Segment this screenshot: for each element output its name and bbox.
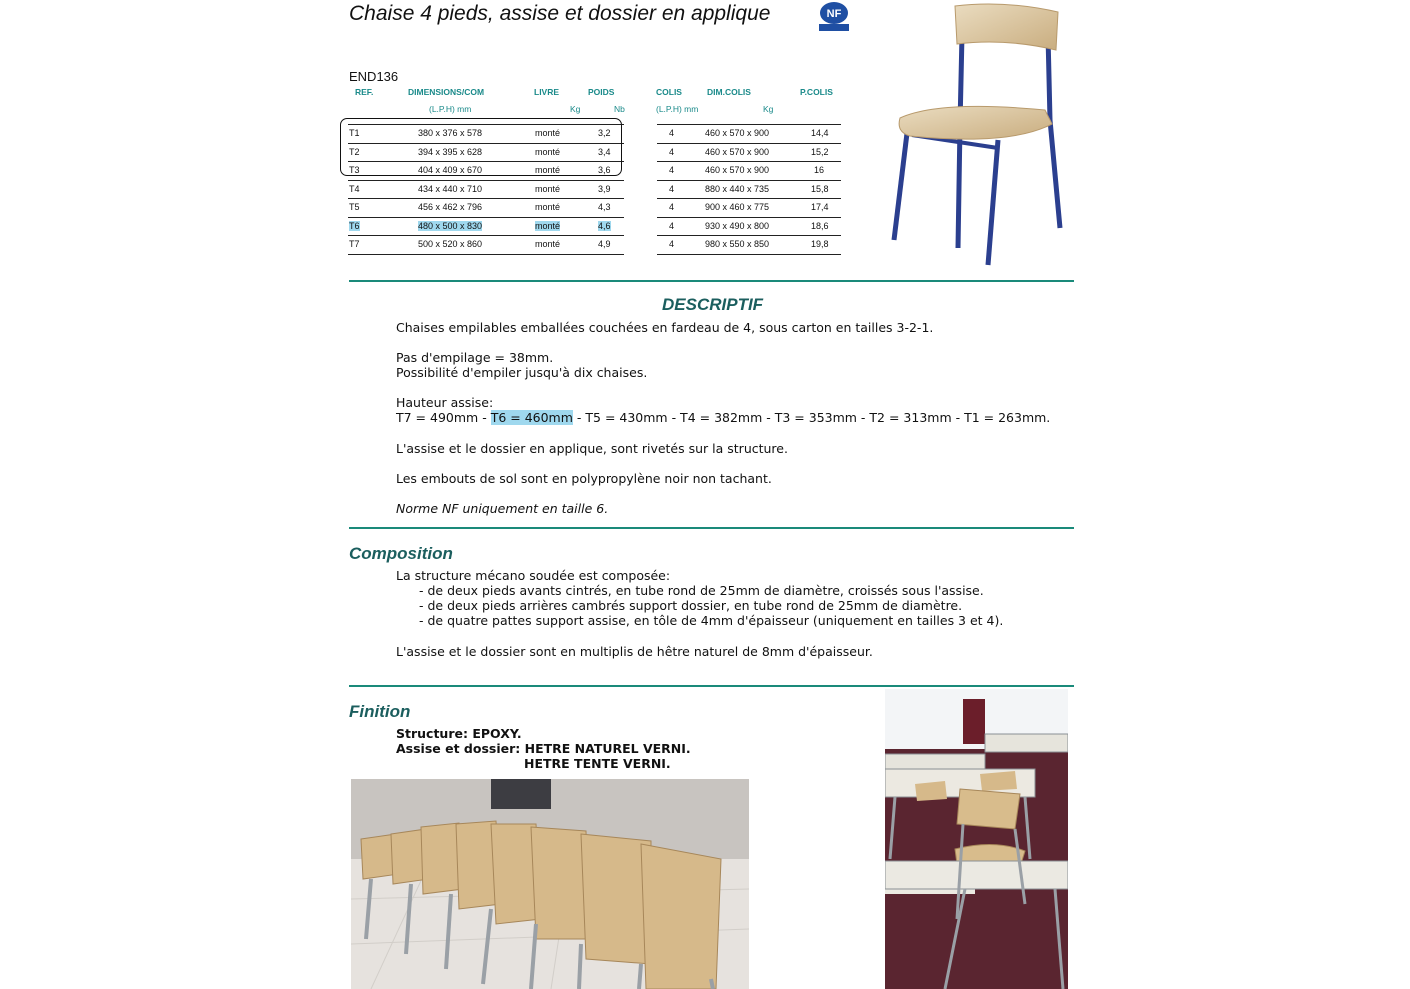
table-row: 4 980 x 550 x 850 19,8 (657, 236, 841, 255)
col-header-colis: COLIS (656, 87, 682, 97)
chair-illustration (880, 0, 1080, 270)
descriptif-paragraph: Chaises empilables emballées couchées en fardeau de 4, sous carton en tailles 3-2-1. (396, 320, 934, 335)
finition-structure: Structure: EPOXY. (396, 726, 522, 741)
seat-heights-line: T7 = 490mm - T6 = 460mm - T5 = 430mm - T4 = 382mm - T3 = 353mm - T2 = 313mm - T1 = 263mm. (396, 410, 1051, 425)
col-header-poids: POIDS (588, 87, 615, 97)
subheader-lph-colis: (L.P.H) mm (656, 104, 699, 114)
descriptif-paragraph: Hauteur assise: (396, 395, 494, 410)
product-ref-code: END136 (349, 69, 399, 84)
section-divider (349, 527, 1074, 529)
table-row: T2 394 x 395 x 628 monté 3,4 (348, 144, 624, 163)
stacked-chairs-photo (351, 779, 749, 989)
table-row: T3 404 x 409 x 670 monté 3,6 (348, 162, 624, 181)
table-row: 4 460 x 570 x 900 16 (657, 162, 841, 181)
col-header-livre: LIVRE (534, 87, 560, 97)
table-row: 4 460 x 570 x 900 15,2 (657, 144, 841, 163)
descriptif-paragraph: Possibilité d'empiler jusqu'à dix chaises. (396, 365, 648, 380)
classroom-photo (885, 689, 1068, 989)
table-row: T4 434 x 440 x 710 monté 3,9 (348, 181, 624, 200)
descriptif-title: DESCRIPTIF (662, 295, 764, 314)
descriptif-paragraph: Pas d'empilage = 38mm. (396, 350, 554, 365)
descriptif-paragraph: L'assise et le dossier en applique, sont rivetés sur la structure. (396, 441, 788, 456)
finition-title: Finition (349, 702, 411, 721)
composition-title: Composition (349, 544, 453, 563)
svg-text:NF: NF (826, 8, 842, 20)
table-row: 4 880 x 440 x 735 15,8 (657, 181, 841, 200)
composition-intro: La structure mécano soudée est composée: (396, 568, 671, 583)
table-row: 4 900 x 460 x 775 17,4 (657, 199, 841, 218)
table-row: 4 930 x 490 x 800 18,6 (657, 218, 841, 237)
composition-item: - de deux pieds arrières cambrés support dossier, en tube rond de 25mm de diamètre. (419, 598, 963, 613)
table-row-highlighted: T6 480 x 500 x 830 monté 4,6 (348, 218, 624, 237)
composition-outro: L'assise et le dossier sont en multiplis de hêtre naturel de 8mm d'épaisseur. (396, 644, 873, 659)
col-header-dimensions: DIMENSIONS/COM (408, 87, 485, 97)
col-header-ref: REF. (355, 87, 374, 97)
subheader-kg: Kg (570, 104, 581, 114)
subheader-lph: (L.P.H) mm (429, 104, 472, 114)
section-divider (349, 685, 1074, 687)
table-row: T7 500 x 520 x 860 monté 4,9 (348, 236, 624, 255)
composition-item: - de quatre pattes support assise, en tôle de 4mm d'épaisseur (uniquement en tailles 3 et 4). (419, 613, 1004, 628)
nf-logo (814, 0, 854, 32)
col-header-dim-colis: DIM.COLIS (707, 87, 751, 97)
table-row: 4 460 x 570 x 900 14,4 (657, 124, 841, 144)
page-title: Chaise 4 pieds, assise et dossier en applique (349, 2, 771, 25)
subheader-nb: Nb (614, 104, 625, 114)
subheader-kg-colis: Kg (763, 104, 774, 114)
table-row: T1 380 x 376 x 578 monté 3,2 (348, 124, 624, 144)
composition-item: - de deux pieds avants cintrés, en tube rond de 25mm de diamètre, croissés sous l'assise. (419, 583, 984, 598)
packaging-table (657, 124, 841, 255)
col-header-p-colis: P.COLIS (800, 87, 833, 97)
highlighted-size: T6 = 460mm (490, 410, 573, 425)
descriptif-note: Norme NF uniquement en taille 6. (396, 501, 609, 516)
sizes-bracket (340, 118, 622, 176)
table-row: T5 456 x 462 x 796 monté 4,3 (348, 199, 624, 218)
finition-assise: Assise et dossier: HETRE NATUREL VERNI. (396, 741, 691, 756)
section-divider (349, 280, 1074, 282)
descriptif-paragraph: Les embouts de sol sont en polypropylène noir non tachant. (396, 471, 772, 486)
finition-assise-alt: HETRE TENTE VERNI. (524, 756, 671, 771)
